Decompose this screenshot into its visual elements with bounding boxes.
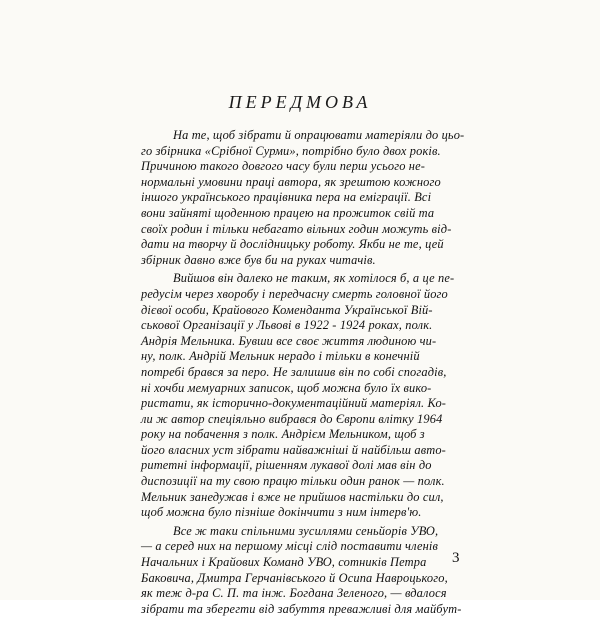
paragraph: [141, 523, 462, 618]
text-line: вони зайняті щоденною працею на прожиток свій та: [141, 205, 435, 220]
text-line: Мельник занедужав і вже не прийшов настільки до сил,: [141, 489, 444, 504]
text-line: його власних уст зібрати найважніші й найбільш авто-: [141, 442, 446, 457]
text-line: нормальні умовини праці автора, як зрештою кожного: [141, 174, 441, 189]
text-line: ритетні інформації, рішенням лукавої долі мав він до: [141, 458, 432, 473]
text-line: Причиною такого довгого часу були перш усього не-: [141, 159, 426, 174]
text-line: збірник давно вже був би на руках читачів.: [141, 252, 376, 267]
text-line: ськової Організації у Львові в 1922 - 1924 роках, полк.: [141, 318, 433, 333]
text-line: На те, щоб зібрати й опрацювати матеріяли до цьо-: [173, 128, 465, 142]
text-line: — а серед них на першому місці слід поставити членів: [141, 539, 439, 554]
text-line: щоб можна було пізніше докінчити з ним інтерв'ю.: [141, 505, 422, 520]
text-line: року на побачення з полк. Андрієм Мельником, щоб з: [141, 427, 425, 442]
text-line: зібрати та зберегти від забуття преважливі для майбут-: [141, 601, 462, 616]
text-line: ристати, як історично-документаційний матеріял. Ко-: [141, 396, 447, 411]
paragraph: [141, 128, 465, 268]
text-line: Баковича, Дмитра Герчанівського й Осипа Навроцького,: [141, 570, 448, 585]
text-line: дати на творчу й дослідницьку роботу. Якби не те, цей: [141, 237, 444, 252]
text-line: ну, полк. Андрій Мельник нерадо і тільки в конечній: [141, 349, 420, 364]
text-line: Андрія Мельника. Бувши все своє життя людиною чи-: [141, 333, 437, 348]
page-number: 3: [452, 550, 460, 566]
text-line: диспозиції на ту свою працю тільки один ранок — полк.: [141, 474, 445, 489]
text-line: дієвої особи, Крайового Коменданта Української Вій-: [141, 302, 433, 317]
text-line: іншого українського працівника пера на еміграції. Всі: [141, 190, 432, 205]
text-line: ли ж автор спеціяльно вибрався до Європи влітку 1964: [141, 411, 443, 426]
text-line: Вийшов він далеко не таким, як хотілося б, а це пе-: [173, 271, 455, 286]
body-text: [141, 128, 465, 620]
text-line: Все ж таки спільними зусиллями сеньйорів УВО,: [173, 523, 439, 538]
text-line: Начальних і Крайових Команд УВО, сотників Петра: [141, 555, 427, 570]
text-line: своїх родин і тільки небагато вільних годин можуть від-: [141, 221, 452, 236]
text-line: потребі брався за перо. Не залишив він по собі спогадів,: [141, 364, 447, 379]
text-line: го збірника «Срібної Сурми», потрібно було двох років.: [141, 143, 441, 158]
text-line: ні хочби мемуарних записок, щоб можна було їх вико-: [141, 380, 432, 395]
paragraph: [141, 271, 459, 521]
page-title: ПЕРЕДМОВА: [228, 92, 372, 112]
text-line: як теж д-ра С. П. та інж. Богдана Зеленого, — вдалося: [141, 586, 447, 601]
text-line: редусім через хворобу і передчасну смерть головної його: [141, 286, 448, 301]
